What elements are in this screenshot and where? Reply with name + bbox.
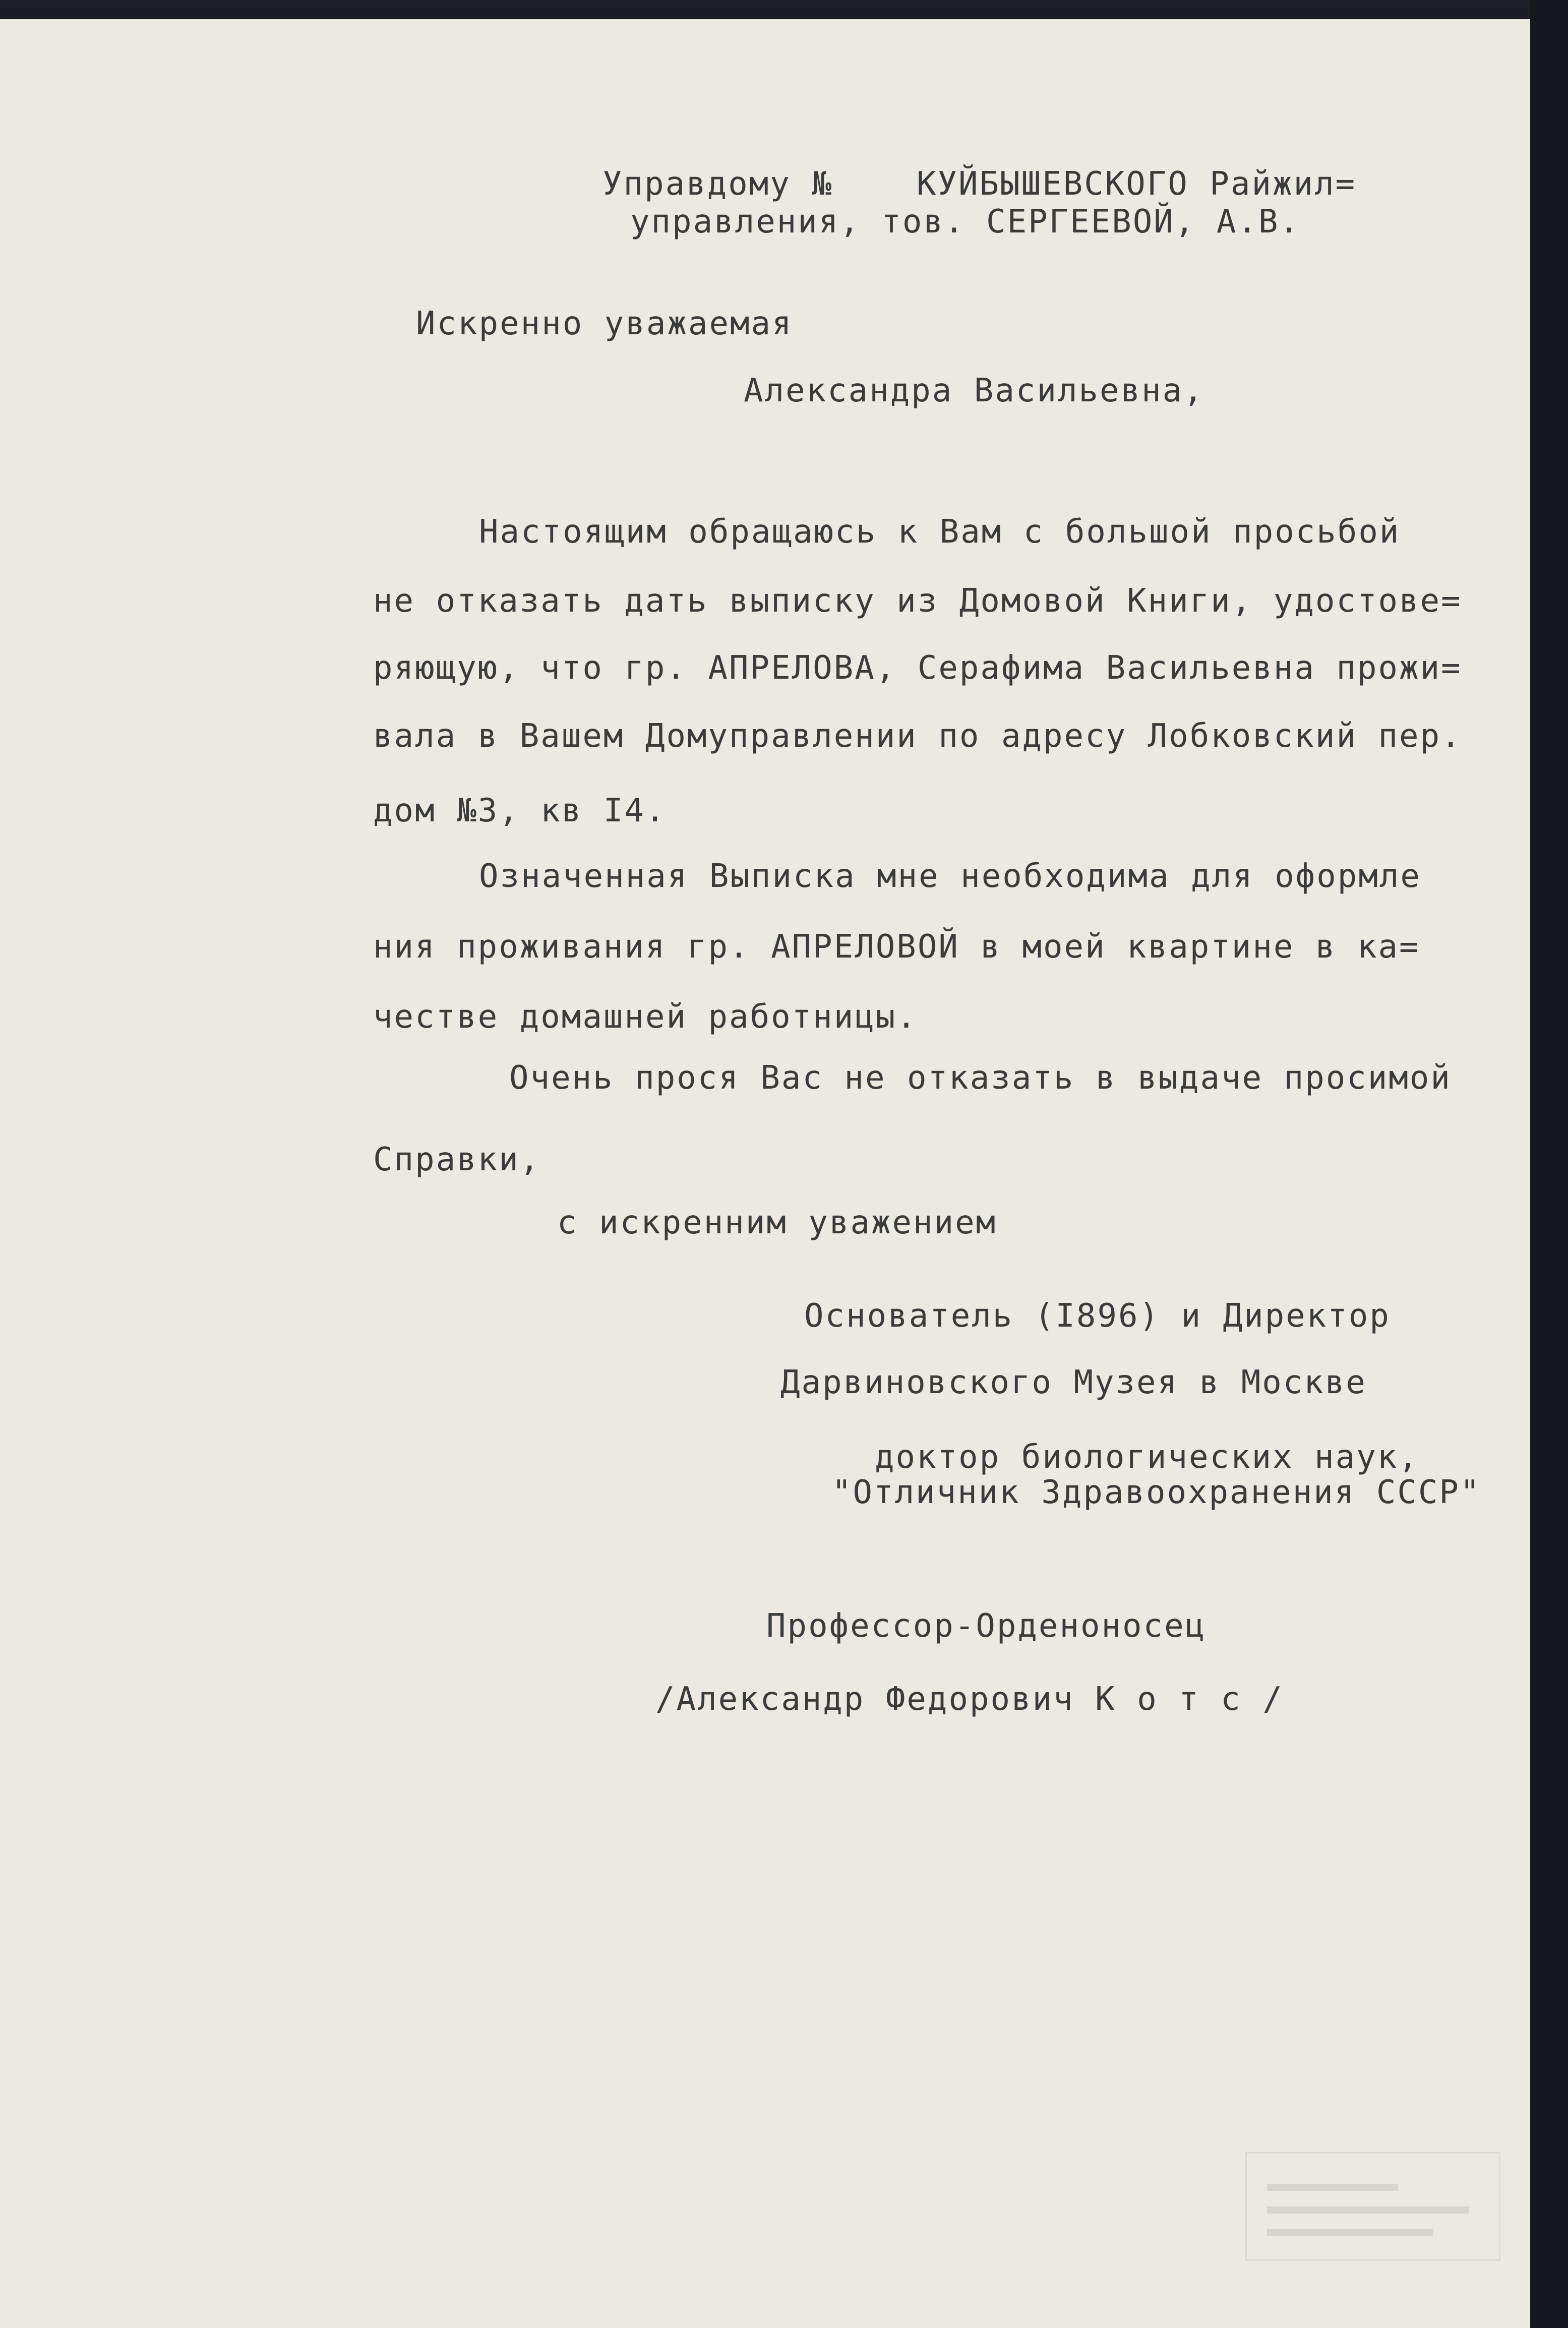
- body-line: Означенная Выписка мне необходима для оформле: [479, 858, 1421, 895]
- body-line: ния проживания гр. АПРЕЛОВОЙ в моей квартине в ка=: [373, 928, 1420, 966]
- signature-block-line: доктор биологических наук,: [875, 1439, 1419, 1476]
- body-line: дом №3, кв I4.: [373, 792, 667, 829]
- body-line: не отказать дать выписку из Домовой Книги, удостове=: [373, 582, 1462, 620]
- body-line: Справки,: [373, 1141, 541, 1178]
- body-line: Настоящим обращаюсь к Вам с большой просьбой: [479, 513, 1401, 551]
- body-line: честве домашней работницы.: [373, 998, 918, 1036]
- signer-name: /Александр Федорович К о т с /: [655, 1681, 1284, 1718]
- signature-block-line: "Отличник Здравоохранения СССР": [832, 1474, 1481, 1511]
- signer-title: Профессор-Орденоносец: [766, 1607, 1207, 1645]
- archive-stamp: [1245, 2152, 1500, 2261]
- signature-block-line: Дарвиновского Музея в Москве: [780, 1364, 1367, 1401]
- salutation-line: Александра Васильевна,: [744, 372, 1204, 409]
- body-line: Очень прося Вас не отказать в выдаче просимой: [509, 1059, 1452, 1097]
- closing-line: с искренним уважением: [557, 1204, 997, 1241]
- addressee-line: управления, тов. СЕРГЕЕВОЙ, А.В.: [630, 203, 1300, 241]
- body-line: ряющую, что гр. АПРЕЛОВА, Серафима Васильевна прожи=: [373, 649, 1462, 687]
- salutation-line: Искренно уважаемая: [416, 305, 793, 342]
- body-line: вала в Вашем Домуправлении по адресу Лобковский пер.: [373, 718, 1462, 755]
- document-page: [0, 19, 1530, 2328]
- addressee-line: Управдому № КУЙБЫШЕВСКОГО Райжил=: [602, 165, 1357, 203]
- scan-border: [1530, 0, 1568, 2328]
- signature-block-line: Основатель (I896) и Директор: [804, 1297, 1391, 1335]
